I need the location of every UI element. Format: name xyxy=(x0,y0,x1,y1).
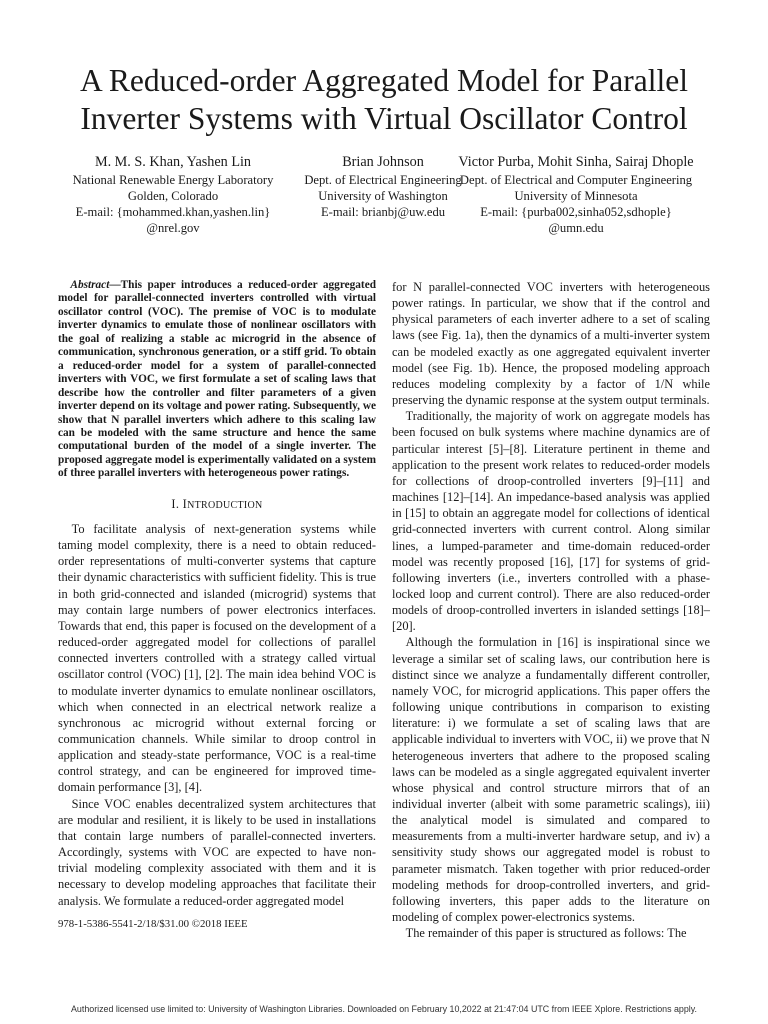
author-email-domain: @umn.edu xyxy=(548,221,604,235)
abstract xyxy=(58,279,376,481)
abstract-label: Abstract xyxy=(70,279,110,291)
author-email-domain: @nrel.gov xyxy=(146,221,200,235)
body-paragraph: Although the formulation in [16] is inspirational since we leverage a similar set of scaling laws, our contribution here is distinct since we analyze a fundamentally different controller, namely VOC, for microgrid applications. This paper offers the following unique contributions in comparison to existing literature: i) we formulate a set of scaling laws that are applicable individual to inverters with VOC, ii) we prove that N heterogeneous inverters that adhere to the proposed scaling laws can be modeled as a single aggregated equivalent inverter whose physical and control structure mirrors that of an individual inverter (albeit with some parametric scalings), iii) the analytical model is simulated and compared to measurements from a multi-inverter hardware setup, and iv) a sensitivity study shows our aggregated model is robust to parameter mismatch. Taken together with prior reduced-order modeling methods for droop-controlled inverters, and grid-following inverters, this paper adds to the literature on modeling of complex power-electronics systems. xyxy=(392,635,710,925)
author-affiliation: Dept. of Electrical and Computer Engineering xyxy=(459,173,693,187)
author-affiliation: Dept. of Electrical Engineering xyxy=(304,173,462,187)
body-paragraph: To facilitate analysis of next-generation systems while taming model complexity, there is a need to obtain reduced-order representations of multi-converter systems that capture their dynamic characteristics with sufficient fidelity. This is true in both grid-connected and islanded (microgrid) systems that may contain large numbers of power electronics interfaces. Towards that end, this paper is focused on the development of a reduced-order aggregated model for collections of parallel connected inverters controlled with a strategy called virtual oscillator control (VOC) [1], [2]. The main idea behind VOC is to modulate inverter dynamics to emulate nonlinear oscillators, which when connected in an electrical network realize a synchronous ac microgrid without external forcing or communication channels. While similar to droop control in application and steady-state performance, VOC is a real-time control strategy, and can be engineered for improved time-domain performance [3], [4]. xyxy=(58,521,376,795)
body-paragraph: for N parallel-connected VOC inverters with heterogeneous power ratings. In particular, we show that if the control and physical parameters of each inverter adhere to a set of scaling laws (see Fig. 1a), then the dynamics of a multi-inverter system can be modeled exactly as one aggregated equivalent inverter model (see Fig. 1b). Hence, the proposed modeling approach reduces modeling complexity by a factor of 1/N while preserving the dynamic response at the system output terminals. xyxy=(392,280,710,408)
author-email: E-mail: {mohammed.khan,yashen.lin} xyxy=(75,205,271,219)
section-heading xyxy=(58,496,376,514)
author-block-1 xyxy=(48,153,298,236)
author-location: University of Minnesota xyxy=(514,189,638,203)
author-names: Brian Johnson xyxy=(342,154,424,170)
left-column xyxy=(58,279,376,909)
section-number: I. xyxy=(171,496,180,511)
body-paragraph: Traditionally, the majority of work on aggregate models has been focused on bulk systems where machine dynamics are of particular interest [5]–[8]. Literature pertinent in theme and application to the present work relates to reduced-order models for collections of droop-controlled inverters [9]–[11] and machines [12]–[14]. An impedance-based analysis was applied in [15] to obtain an aggregate model for collections of identical grid-connected inverters with current control. Along similar lines, a lumped-parameter and time-domain reduced-order model was recently proposed [16], [17] for systems of grid-following inverters (i.e., inverters controlled with a phase-locked loop and current control). There are also reduced-order models of droop-controlled inverters in islanded settings [18]–[20]. xyxy=(392,409,710,634)
title-line-2: Inverter Systems with Virtual Oscillator Control xyxy=(80,101,688,136)
abstract-text: —This paper introduces a reduced-order aggregated model for parallel-connected inverters controlled with virtual oscillator control (VOC). The premise of VOC is to modulate inverter dynamics to emulate those of nonlinear oscillators with the goal of realizing a stable ac microgrid in the absence of communication, synchronous generation, or a stiff grid. To obtain a reduced-order model for a system of parallel-connected inverters with VOC, we first formulate a set of scaling laws that describe how the controller and filter parameters of a given inverter depend on its voltage and power rating. Subsequently, we show that N parallel inverters which adhere to this scaling law can be modeled with the same structure and hence the same computational burden of the model of a single inverter. The proposed aggregate model is experimentally validated on a system of three parallel inverters with heterogeneous power ratings. xyxy=(58,279,376,480)
section-title-rest: NTRODUCTION xyxy=(187,499,263,511)
body-paragraph: Since VOC enables decentralized system architectures that are modular and resilient, it is likely to be used in installations that contain large numbers of parallel-connected inverters. Accordingly, systems with VOC are expected to have non-trivial modeling complexity associated with them and it is necessary to develop modeling approaches that facilitate their analysis. We formulate a reduced-order aggregated model xyxy=(58,796,376,908)
author-location: University of Washington xyxy=(318,189,448,203)
right-column xyxy=(392,279,710,941)
body-paragraph: The remainder of this paper is structured as follows: The xyxy=(405,926,687,941)
author-block-3 xyxy=(426,153,726,236)
author-email: E-mail: {purba002,sinha052,sdhople} xyxy=(480,205,672,219)
author-email: E-mail: brianbj@uw.edu xyxy=(320,205,446,219)
title-line-1: A Reduced-order Aggregated Model for Parallel xyxy=(80,63,688,98)
author-names: M. M. S. Khan, Yashen Lin xyxy=(94,154,252,170)
section-title-initial: I xyxy=(182,496,188,511)
copyright-notice: 978-1-5386-5541-2/18/$31.00 ©2018 IEEE xyxy=(58,918,248,930)
author-location: Golden, Colorado xyxy=(127,189,219,203)
author-names: Victor Purba, Mohit Sinha, Sairaj Dhople xyxy=(458,154,694,170)
paper-title xyxy=(40,62,728,138)
author-affiliation: National Renewable Energy Laboratory xyxy=(72,173,274,187)
license-footer: Authorized licensed use limited to: University of Washington Libraries. Downloaded on February 10,2022 at 21:47:04 UTC from IEEE Xplore. Restrictions apply. xyxy=(71,1004,697,1014)
